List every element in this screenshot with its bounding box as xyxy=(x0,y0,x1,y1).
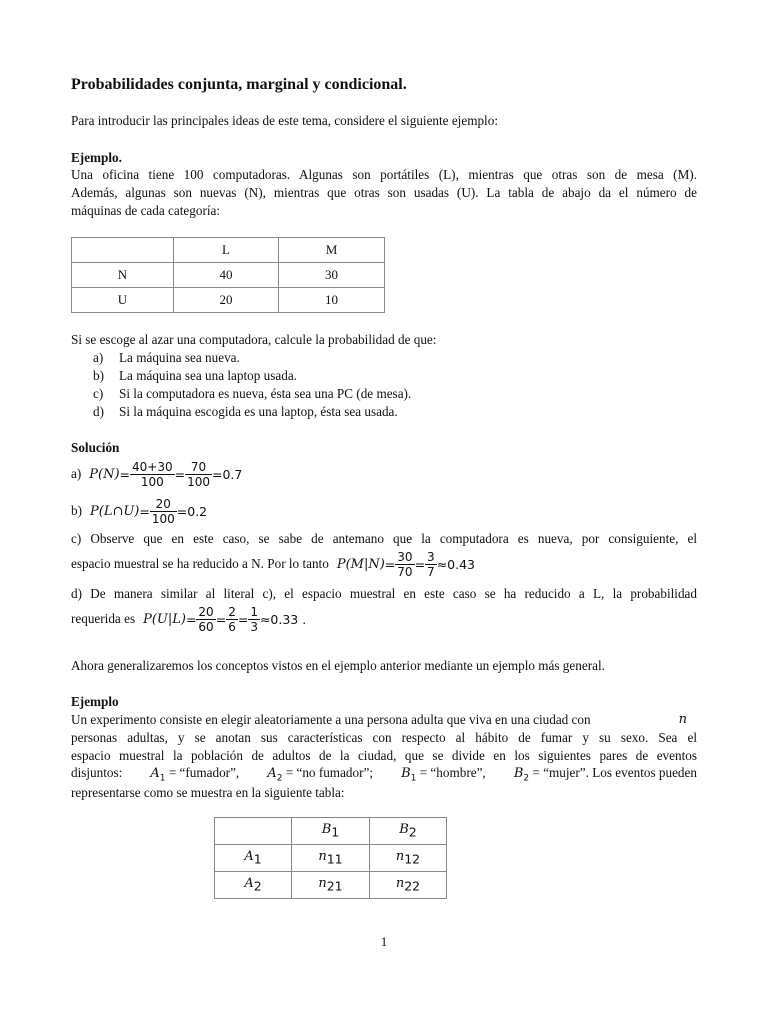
table-row-label: $A_2$ xyxy=(215,872,292,899)
solution-heading: Solución xyxy=(71,440,120,455)
fraction-denominator: 60 xyxy=(198,619,214,634)
equals-sign: = xyxy=(237,611,249,627)
solution-a-mark: a) xyxy=(71,466,82,481)
solution-a xyxy=(71,456,242,492)
solution-b xyxy=(71,493,207,529)
table-cell: 30 xyxy=(279,263,385,288)
fraction-denominator: 3 xyxy=(250,619,258,634)
fraction xyxy=(150,497,177,526)
page-title: Probabilidades conjunta, marginal y condicional. xyxy=(71,76,407,93)
table-cell: $n_{22}$ xyxy=(370,872,447,899)
list-item xyxy=(93,404,398,420)
variable-n: n xyxy=(678,712,687,727)
equals-sign: = xyxy=(139,503,150,519)
fraction-numerator: 2 xyxy=(228,604,236,619)
equals-sign: = xyxy=(215,611,227,627)
equals-sign: = xyxy=(211,466,223,482)
solution-d-lhs: P(U|L) xyxy=(143,611,186,627)
equals-sign: = xyxy=(176,503,188,519)
solution-d-line-2 xyxy=(71,601,306,637)
solution-c-text: espacio muestral se ha reducido a N. Por lo tanto xyxy=(71,556,329,571)
event-a2: $A_2$ = “no fumador”; xyxy=(267,765,374,784)
solution-a-lhs: P(N) xyxy=(89,466,120,482)
fraction xyxy=(226,605,238,634)
list-item-text: Si la computadora es nueva, ésta sea una PC (de mesa). xyxy=(119,386,412,401)
table-header-cell: $B_2$ xyxy=(370,818,447,845)
table-row-label: N xyxy=(72,263,174,288)
example1-line-1: Una oficina tiene 100 computadoras. Algunas son portátiles (L), mientras que otras son de mesa (M). xyxy=(71,167,697,182)
list-item-text: La máquina sea nueva. xyxy=(119,350,240,365)
fraction-numerator: 3 xyxy=(427,549,435,564)
example2-line-5: representarse como se muestra en la siguiente tabla: xyxy=(71,785,345,800)
fraction-denominator: 100 xyxy=(187,474,210,489)
fraction-numerator: 30 xyxy=(397,549,413,564)
example2-heading: Ejemplo xyxy=(71,694,119,709)
table-header-cell: M xyxy=(279,238,385,263)
list-marker: a) xyxy=(93,350,104,365)
fraction xyxy=(248,605,260,634)
list-item-text: Si la máquina escogida es una laptop, ésta sea usada. xyxy=(119,404,398,419)
table-row-label: $A_1$ xyxy=(215,845,292,872)
table-header-row xyxy=(72,238,385,263)
table-cell: 40 xyxy=(174,263,279,288)
line4-prefix: disjuntos: xyxy=(71,765,123,780)
fraction-numerator: 70 xyxy=(185,460,212,475)
table-cell xyxy=(72,238,174,263)
equals-sign: = xyxy=(414,556,426,572)
fraction-denominator: 70 xyxy=(397,564,413,579)
fraction xyxy=(130,460,175,489)
fraction-numerator: 20 xyxy=(198,604,214,619)
list-marker: d) xyxy=(93,404,104,419)
fraction-denominator: 100 xyxy=(140,474,164,489)
table-header-row xyxy=(215,818,447,845)
question-text: Si se escoge al azar una computadora, calcule la probabilidad de que: xyxy=(71,332,437,347)
example1-heading: Ejemplo. xyxy=(71,150,122,165)
example2-line-1-text: Un experimento consiste en elegir aleatoriamente a una persona adulta que viva en una ciudad con xyxy=(71,712,591,727)
event-b2: $B_2$ = “mujer”. Los eventos pueden xyxy=(513,765,697,784)
solution-d-text: requerida es xyxy=(71,611,136,626)
table-cell: $n_{21}$ xyxy=(292,872,370,899)
table-header-cell: L xyxy=(174,238,279,263)
solution-b-mark: b) xyxy=(71,503,82,518)
example1-line-3: máquinas de cada categoría: xyxy=(71,203,221,218)
event-b1: $B_1$ = “hombre”, xyxy=(401,765,486,784)
solution-d-line-1: d) De manera similar al literal c), el espacio muestral en este caso se ha reducido a L, la probabilidad xyxy=(71,586,697,601)
fraction xyxy=(185,460,212,489)
table-row xyxy=(215,872,447,899)
table-cell: 10 xyxy=(279,288,385,313)
example2-line-2: personas adultas, y se anotan sus características con respecto al hábito de fumar y su sexo. Sea el xyxy=(71,730,697,745)
result-value: ≈0.33 . xyxy=(259,611,307,627)
fraction-numerator: 20 xyxy=(150,497,177,512)
table-row xyxy=(72,288,385,313)
equals-sign: = xyxy=(185,611,197,627)
list-item xyxy=(93,368,297,384)
fraction-denominator: 6 xyxy=(228,619,236,634)
result-value: 0.7 xyxy=(222,466,243,482)
list-item xyxy=(93,386,411,402)
result-value: 0.2 xyxy=(187,503,208,519)
solution-c-line-1: c) Observe que en este caso, se sabe de antemano que la computadora es nueva, por consiguiente, el xyxy=(71,531,697,546)
example1-line-2: Además, algunas son nuevas (N), mientras que otras son usadas (U). La tabla de abajo da el número de xyxy=(71,185,697,200)
example2-line-1 xyxy=(71,712,697,728)
result-value: ≈0.43 xyxy=(436,556,475,572)
solution-b-lhs: P(L∩U) xyxy=(90,503,140,519)
table-cell xyxy=(215,818,292,845)
fraction xyxy=(196,605,215,634)
event-a2-text: = “no fumador”; xyxy=(285,765,374,780)
events-table xyxy=(214,817,447,899)
table-header-cell: $B_1$ xyxy=(292,818,370,845)
table-row xyxy=(215,845,447,872)
table-row-label: U xyxy=(72,288,174,313)
example2-line-4 xyxy=(71,765,697,784)
equals-sign: = xyxy=(119,466,130,482)
solution-c-line-2 xyxy=(71,546,475,582)
list-item xyxy=(93,350,240,366)
table-cell: 20 xyxy=(174,288,279,313)
generalize-paragraph: Ahora generalizaremos los conceptos vistos en el ejemplo anterior mediante un ejemplo más general. xyxy=(71,658,605,673)
fraction-denominator: 7 xyxy=(427,564,435,579)
list-item-text: La máquina sea una laptop usada. xyxy=(119,368,297,383)
fraction-denominator: 100 xyxy=(151,511,175,526)
equals-sign: = xyxy=(384,556,396,572)
event-a1-text: = “fumador”, xyxy=(168,765,240,780)
event-a1: $A_1$ = “fumador”, xyxy=(150,765,240,784)
fraction-numerator: 40+30 xyxy=(132,459,173,474)
fraction-numerator: 1 xyxy=(250,604,258,619)
event-b2-text: = “mujer”. Los eventos pueden xyxy=(532,765,697,780)
solution-c-lhs: P(M|N) xyxy=(336,556,385,572)
intro-paragraph: Para introducir las principales ideas de este tema, considere el siguiente ejemplo: xyxy=(71,113,498,128)
event-b1-text: = “hombre”, xyxy=(419,765,486,780)
list-marker: b) xyxy=(93,368,104,383)
fraction xyxy=(395,550,414,579)
fraction xyxy=(425,550,437,579)
list-marker: c) xyxy=(93,386,104,401)
computers-table xyxy=(71,237,385,313)
equals-sign: = xyxy=(174,466,186,482)
table-row xyxy=(72,263,385,288)
table-cell: $n_{11}$ xyxy=(292,845,370,872)
table-cell: $n_{12}$ xyxy=(370,845,447,872)
page-number: 1 xyxy=(380,934,388,949)
example2-line-3: espacio muestral la población de adultos de la ciudad, que se divide en los siguientes pares de eventos xyxy=(71,748,697,763)
